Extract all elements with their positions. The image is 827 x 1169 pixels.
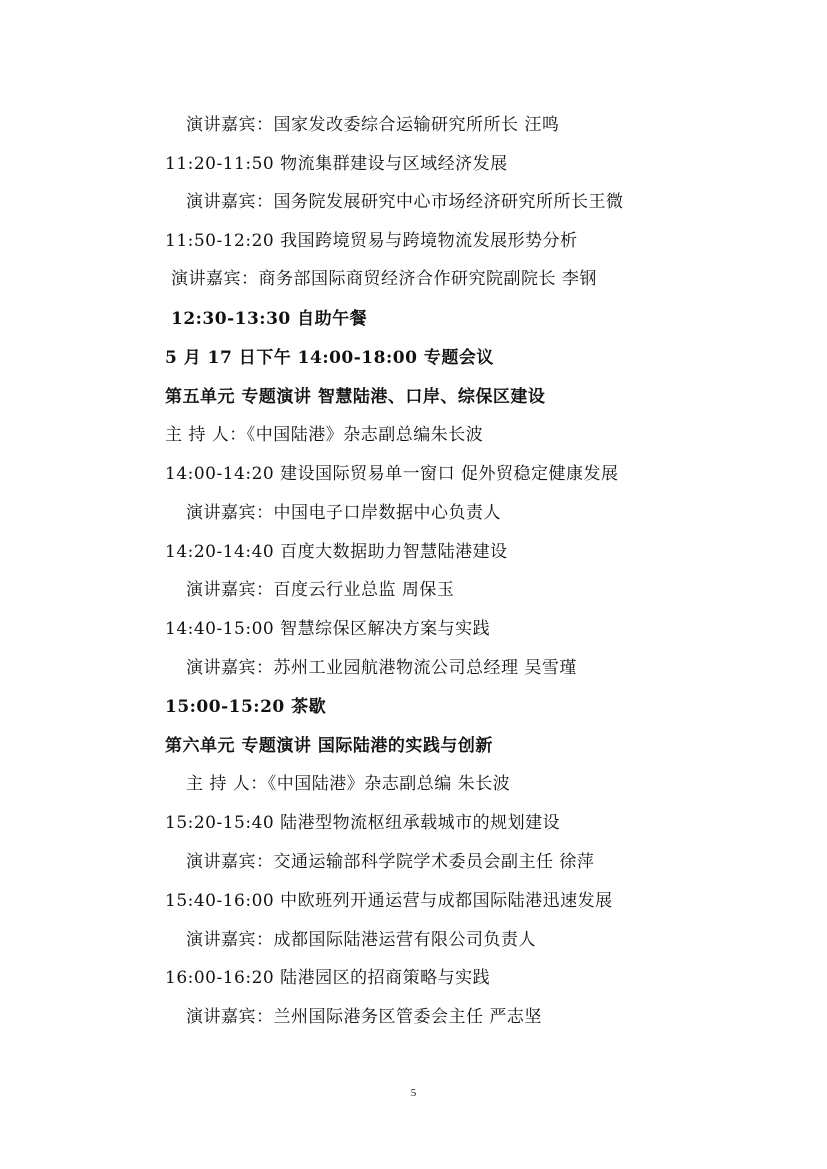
break-line: 15:00-15:20 茶歇 — [165, 697, 327, 717]
speaker-line: 演讲嘉宾：兰州国际港务区管委会主任 严志坚 — [186, 1007, 542, 1027]
session-line: 15:20-15:40 陆港型物流枢纽承载城市的规划建设 — [165, 813, 561, 833]
speaker-line: 演讲嘉宾：成都国际陆港运营有限公司负责人 — [186, 930, 536, 950]
speaker-line: 演讲嘉宾：苏州工业园航港物流公司总经理 吴雪瑾 — [186, 658, 577, 678]
speaker-line: 演讲嘉宾：商务部国际商贸经济合作研究院副院长 李钢 — [171, 269, 597, 289]
unit-heading: 第五单元 专题演讲 智慧陆港、口岸、综保区建设 — [165, 387, 546, 407]
host-line: 主 持 人：《中国陆港》杂志副总编 朱长波 — [186, 774, 511, 794]
speaker-line: 演讲嘉宾：国务院发展研究中心市场经济研究所所长王微 — [186, 192, 624, 212]
day-heading: 5 月 17 日下午 14:00-18:00 专题会议 — [165, 348, 494, 368]
break-line: 12:30-13:30 自助午餐 — [171, 309, 368, 329]
page-number: 5 — [410, 1087, 417, 1099]
host-line: 主 持 人：《中国陆港》杂志副总编朱长波 — [165, 425, 484, 445]
unit-heading: 第六单元 专题演讲 国际陆港的实践与创新 — [165, 736, 493, 756]
session-line: 14:00-14:20 建设国际贸易单一窗口 促外贸稳定健康发展 — [165, 464, 619, 484]
session-line: 11:20-11:50 物流集群建设与区域经济发展 — [165, 154, 508, 174]
speaker-line: 演讲嘉宾：国家发改委综合运输研究所所长 汪鸣 — [186, 115, 560, 135]
speaker-line: 演讲嘉宾：中国电子口岸数据中心负责人 — [186, 503, 501, 523]
session-line: 15:40-16:00 中欧班列开通运营与成都国际陆港迅速发展 — [165, 891, 613, 911]
speaker-line: 演讲嘉宾：百度云行业总监 周保玉 — [186, 580, 455, 600]
speaker-line: 演讲嘉宾：交通运输部科学院学术委员会副主任 徐萍 — [186, 852, 595, 872]
session-line: 14:40-15:00 智慧综保区解决方案与实践 — [165, 619, 491, 639]
session-line: 11:50-12:20 我国跨境贸易与跨境物流发展形势分析 — [165, 231, 578, 251]
session-line: 16:00-16:20 陆港园区的招商策略与实践 — [165, 968, 491, 988]
session-line: 14:20-14:40 百度大数据助力智慧陆港建设 — [165, 542, 508, 562]
